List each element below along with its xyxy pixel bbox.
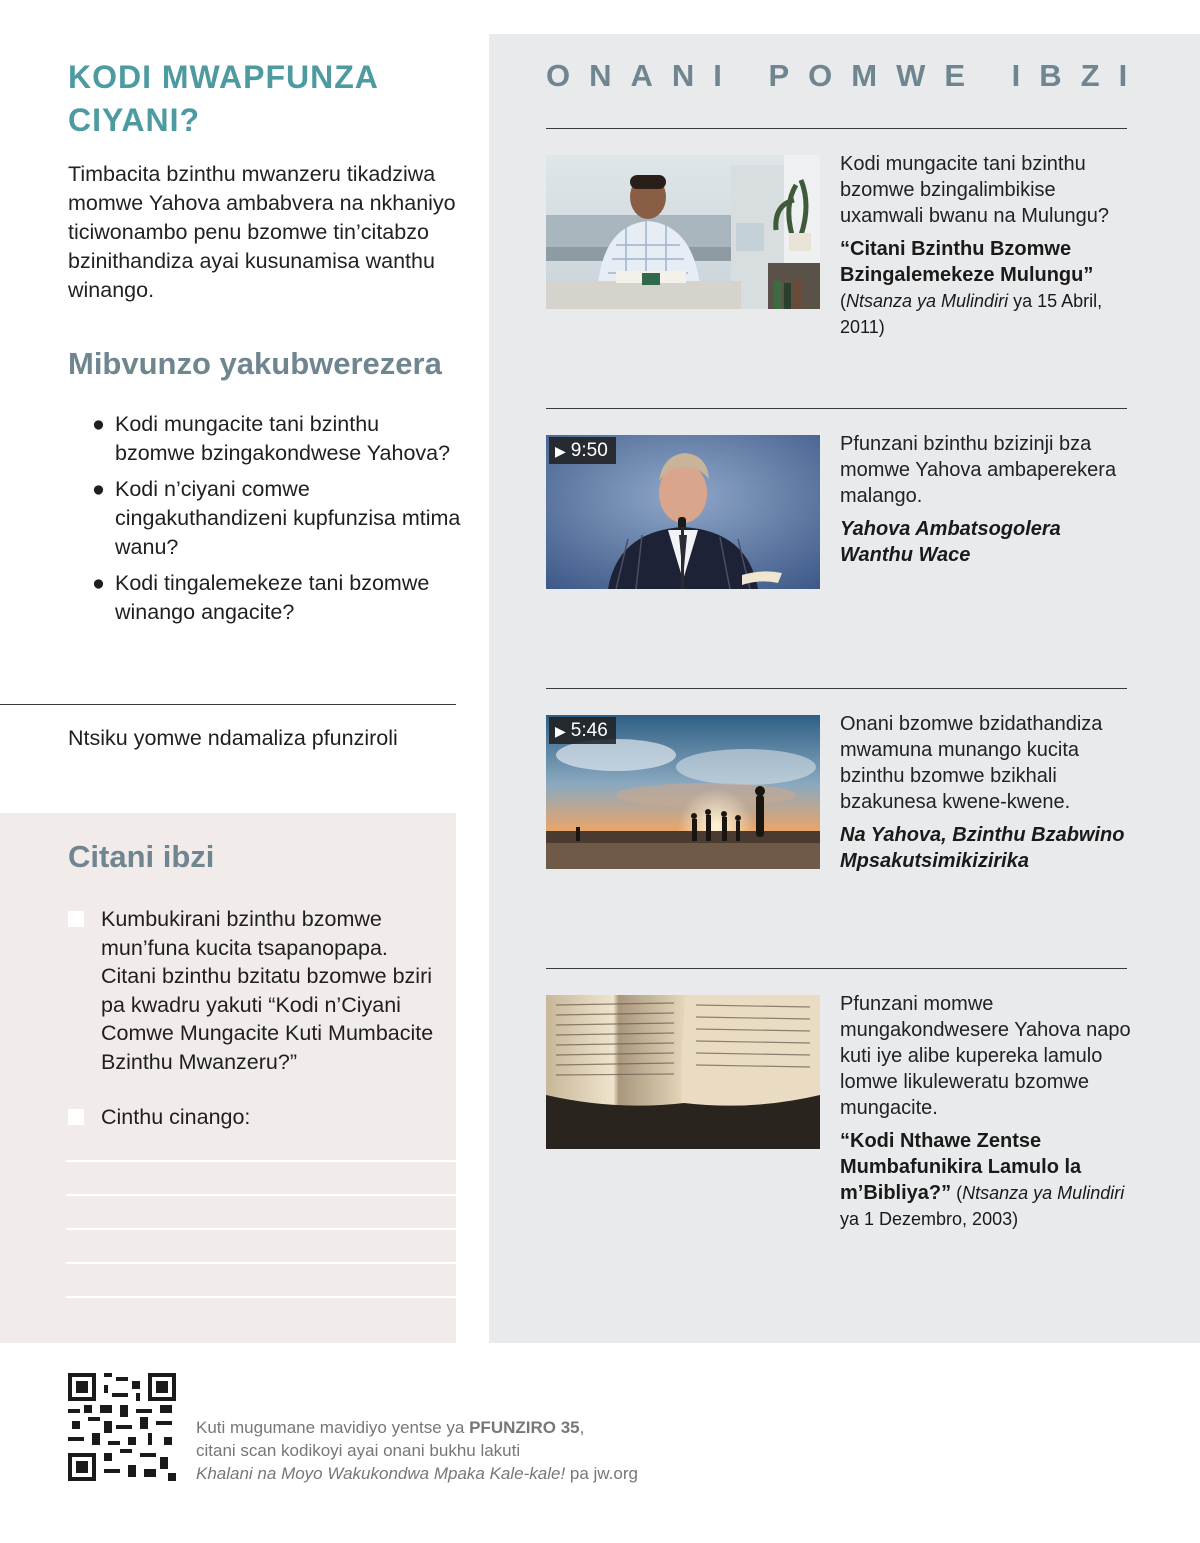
publication-date: ya 15 Abril, 2011)	[840, 291, 1103, 337]
explore-item	[840, 431, 1132, 568]
website[interactable]: pa jw.org	[565, 1464, 638, 1483]
question-text: Kodi tingalemekeze tani bzomwe winango angacite?	[115, 571, 430, 624]
play-icon: ▶	[555, 723, 566, 739]
explore-item	[840, 711, 1132, 874]
review-body: Timbacita bzinthu mwanzeru tikadziwa momwe Yahova ambabvera na nkhaniyo ticiwonambo penu bzomwe tin’citabzo bzinithandiza ayai kusunamisa wanthu winango.	[68, 162, 456, 302]
publication-name: Ntsanza ya Mulindiri	[846, 291, 1009, 311]
completed-date-label: Ntsiku yomwe ndamaliza pfunziroli	[68, 726, 398, 750]
questions-list	[92, 410, 462, 634]
ref-paren: (	[951, 1183, 963, 1203]
questions-title: Mibvunzo yakubwerezera	[68, 346, 442, 381]
video-duration: 9:50	[570, 440, 608, 461]
bullet-icon: ●	[92, 412, 105, 436]
divider	[546, 128, 1127, 129]
write-line[interactable]	[66, 1262, 456, 1264]
publication-date: ya 1 Dezembro, 2003)	[840, 1209, 1019, 1229]
article-thumbnail[interactable]	[546, 155, 820, 309]
footer-note	[196, 1416, 756, 1485]
ref-paren: (	[840, 291, 846, 311]
question-text: Kodi n’ciyani comwe cingakuthandizeni kupfunzisa mtima wanu?	[115, 477, 461, 559]
explore-item	[840, 151, 1132, 340]
video-thumbnail[interactable]	[546, 715, 820, 869]
question-item	[92, 475, 462, 562]
do-this-title: Citani ibzi	[68, 839, 215, 874]
footer-line2: citani scan kodikoyi ayai onani bukhu lakuti	[196, 1441, 521, 1460]
do-this-panel	[0, 813, 456, 1343]
question-item	[92, 569, 462, 627]
write-line[interactable]	[66, 1228, 456, 1230]
video-duration-badge	[549, 437, 616, 464]
bullet-icon: ●	[92, 477, 105, 501]
play-icon: ▶	[555, 443, 566, 459]
lesson-number: PFUNZIRO 35	[469, 1418, 580, 1437]
publication-name: Ntsanza ya Mulindiri	[962, 1183, 1125, 1203]
divider	[546, 408, 1127, 409]
video-duration-badge	[549, 717, 616, 744]
divider	[546, 968, 1127, 969]
item-description: Pfunzani momwe mungakondwesere Yahova napo kuti iye alibe kupereka lamulo lomwe likuleweratu bzomwe mungacite.	[840, 993, 1131, 1119]
write-line[interactable]	[66, 1194, 456, 1196]
article-title: “Citani Bzinthu Bzomwe Bzingalemekeze Mulungu”	[840, 238, 1094, 286]
divider	[546, 688, 1127, 689]
video-duration: 5:46	[570, 720, 608, 741]
qr-code-icon[interactable]	[68, 1373, 176, 1481]
article-link[interactable]	[840, 236, 1132, 340]
footer-line1-pre: Kuti mugumane mavidiyo yentse ya	[196, 1418, 470, 1437]
question-text: Kodi mungacite tani bzinthu bzomwe bzingakondwese Yahova?	[115, 412, 451, 465]
article-title: “Kodi Nthawe Zentse Mumbafunikira Lamulo la m’Bibliya?”	[840, 1130, 1082, 1204]
task-text: Kumbukirani bzinthu bzomwe mun’funa kucita tsapanopapa. Citani bzinthu bzitatu bzomwe bziri pa kwadru yakuti “Kodi n’Ciyani Comwe Mungacite Kuti Mumbacite Bzinthu Mwanzeru?”	[101, 907, 434, 1074]
video-link[interactable]: Yahova Ambatsogolera Wanthu Wace	[840, 518, 1061, 566]
divider	[0, 704, 456, 705]
write-line[interactable]	[66, 1160, 456, 1162]
book-title: Khalani na Moyo Wakukondwa Mpaka Kale-kale!	[196, 1464, 566, 1483]
item-description: Onani bzomwe bzidathandiza mwamuna munango kucita bzinthu bzomwe bzikhali bzakunesa kwene-kwene.	[840, 713, 1103, 813]
item-description: Pfunzani bzinthu bzizinji bza momwe Yahova ambaperekera malango.	[840, 433, 1117, 507]
footer-line1-post: ,	[579, 1418, 585, 1437]
video-thumbnail[interactable]	[546, 435, 820, 589]
item-description: Kodi mungacite tani bzinthu bzomwe bzingalimbikise uxamwali bwanu na Mulungu?	[840, 153, 1110, 227]
bullet-icon: ●	[92, 571, 105, 595]
explore-item	[840, 991, 1132, 1232]
article-link[interactable]	[840, 1128, 1132, 1232]
article-thumbnail[interactable]	[546, 995, 820, 1149]
review-title: KODI MWAPFUNZA CIYANI?	[68, 59, 378, 138]
question-item	[92, 410, 462, 468]
explore-title: ONANI POMWE IBZI	[546, 58, 1147, 93]
man-studying-image	[546, 155, 820, 309]
task-checkbox[interactable]	[68, 911, 84, 927]
task-checkbox[interactable]	[68, 1109, 84, 1125]
explore-panel	[489, 34, 1200, 1343]
task-text: Cinthu cinango:	[101, 1105, 251, 1129]
video-link[interactable]: Na Yahova, Bzinthu Bzabwino Mpsakutsimikizirika	[840, 824, 1125, 872]
write-line[interactable]	[66, 1296, 456, 1298]
open-bible-image	[546, 995, 820, 1149]
